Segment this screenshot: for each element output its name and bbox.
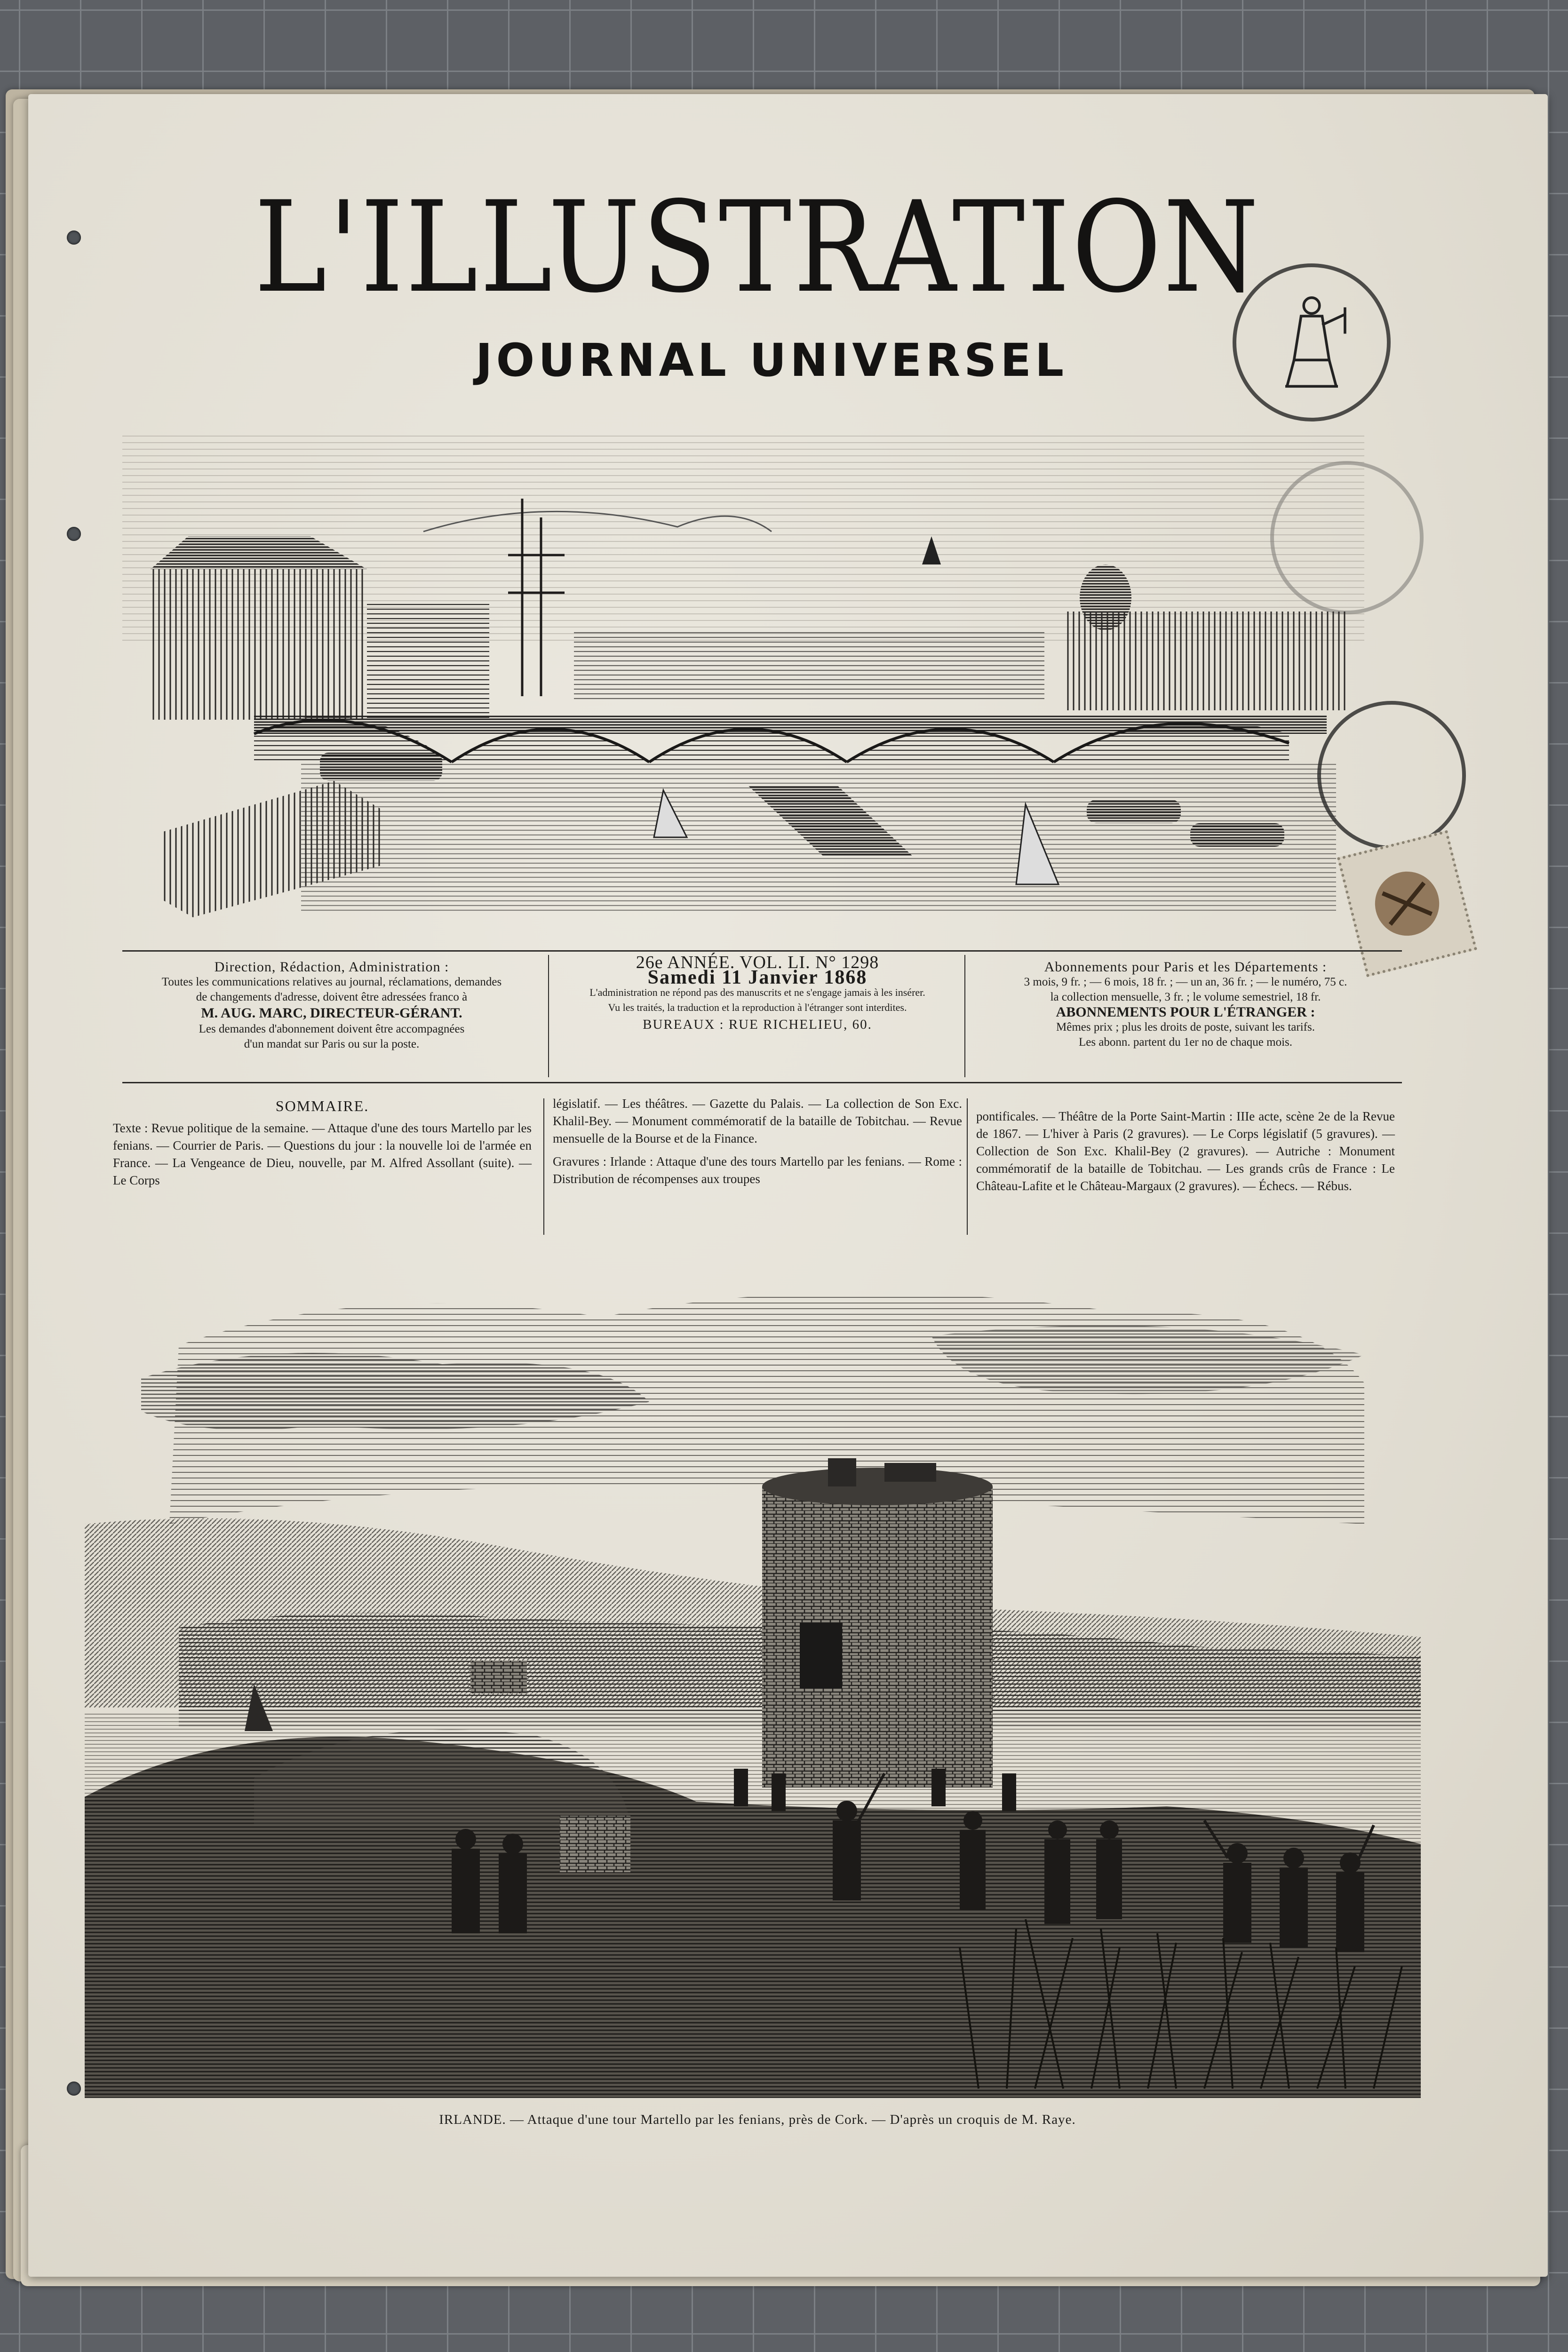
direction-line: de changements d'adresse, doivent être adressées franco à bbox=[196, 991, 468, 1003]
subscriptions-column bbox=[969, 960, 1402, 1050]
masthead-title: L'ILLUSTRATION bbox=[254, 174, 1261, 321]
foreign-subscription-line: Les abonn. partent du 1er no de chaque mois. bbox=[1078, 1036, 1293, 1049]
direction-heading: Direction, Rédaction, Administration : bbox=[214, 959, 449, 975]
divider-line bbox=[967, 1098, 968, 1235]
sommaire-text: législatif. — Les théâtres. — Gazette du Palais. — La collection de Son Exc. Khalil-Bey. — Monument commémoratif de la bataille de Tobitchau. — Revue mensuelle de la Bourse et de la Finance. bbox=[553, 1097, 962, 1145]
issue-column bbox=[553, 955, 962, 1032]
punch-hole bbox=[67, 2082, 81, 2096]
divider-line bbox=[122, 950, 1402, 952]
sommaire-heading: SOMMAIRE. bbox=[275, 1097, 369, 1114]
foreign-subscriptions-heading: ABONNEMENTS POUR L'ÉTRANGER : bbox=[1056, 1004, 1315, 1020]
sommaire-text: pontificales. — Théâtre de la Porte Saint-Martin : IIIe acte, scène 2e de la Revue de 1867. — L'hiver à Paris (2 gravures). — Le Corps législatif (5 gravures). — Collection de Son Exc. Khalil-Bey (2 gravures). — Autriche : Monument commémoratif de la bataille de Tobitchau. — Les grands crûs de France : Le Château-Lafite et le Château-Margaux (2 gravures). — Échecs. — Rébus. bbox=[976, 1109, 1395, 1193]
reproduction-notice: Vu les traités, la traduction et la reproduction à l'étranger sont interdites. bbox=[608, 1001, 907, 1013]
volume-number: 26e ANNÉE. VOL. LI. N° 1298 bbox=[636, 953, 879, 972]
punch-hole bbox=[67, 527, 81, 541]
martello-tower-engraving bbox=[85, 1261, 1430, 2098]
subscription-collection: la collection mensuelle, 3 fr. ; le volume semestriel, 18 fr. bbox=[1050, 991, 1321, 1003]
sommaire-column-3 bbox=[976, 1108, 1395, 1195]
sommaire-gravures: Gravures : Irlande : Attaque d'une des tours Martello par les fenians. — Rome : Distribution de récompenses aux troupes bbox=[553, 1154, 962, 1186]
manuscript-notice: L'administration ne répond pas des manuscrits et ne s'engage jamais à les insérer. bbox=[589, 986, 925, 998]
timbre-imperial-stamp bbox=[1233, 263, 1391, 421]
direction-column bbox=[122, 960, 541, 1052]
masthead-subtitle: JOURNAL UNIVERSEL bbox=[475, 334, 1068, 387]
divider-line bbox=[543, 1098, 544, 1235]
divider-line bbox=[964, 955, 965, 1077]
divider-line bbox=[122, 1082, 1402, 1083]
sommaire-column-1 bbox=[113, 1094, 532, 1189]
sommaire-column-2 bbox=[553, 1095, 962, 1188]
foreign-subscription-line: Mêmes prix ; plus les droits de poste, suivant les tarifs. bbox=[1056, 1021, 1315, 1033]
subscriptions-heading: Abonnements pour Paris et les Départements : bbox=[1044, 959, 1327, 975]
issue-date: Samedi 11 Janvier 1868 bbox=[647, 967, 868, 988]
direction-line: Les demandes d'abonnement doivent être accompagnées bbox=[199, 1023, 465, 1035]
sommaire-text: Texte : Revue politique de la semaine. — Attaque d'une des tours Martello par les fenians. — Courrier de Paris. — Questions du jour : la nouvelle loi de l'armée en France. — La Vengeance de Dieu, nouvelle, par M. Alfred Assollant (suite). — Le Corps bbox=[113, 1121, 532, 1187]
direction-line: d'un mandat sur Paris ou sur la poste. bbox=[244, 1038, 420, 1050]
subscription-prices: 3 mois, 9 fr. ; — 6 mois, 18 fr. ; — un an, 36 fr. ; — le numéro, 75 c. bbox=[1024, 976, 1347, 988]
newspaper-page bbox=[28, 94, 1548, 2277]
paris-bridge-engraving bbox=[122, 433, 1364, 936]
divider-line bbox=[548, 955, 549, 1077]
seated-figure-icon bbox=[1266, 290, 1357, 395]
bureaux-address: BUREAUX : RUE RICHELIEU, 60. bbox=[643, 1017, 872, 1032]
direction-line: Toutes les communications relatives au journal, réclamations, demandes bbox=[161, 976, 502, 988]
punch-hole bbox=[67, 230, 81, 245]
director-name: M. AUG. MARC, DIRECTEUR-GÉRANT. bbox=[201, 1005, 462, 1021]
engraving-caption: IRLANDE. — Attaque d'une tour Martello par les fenians, près de Cork. — D'après un croquis de M. Raye. bbox=[439, 2112, 1076, 2127]
